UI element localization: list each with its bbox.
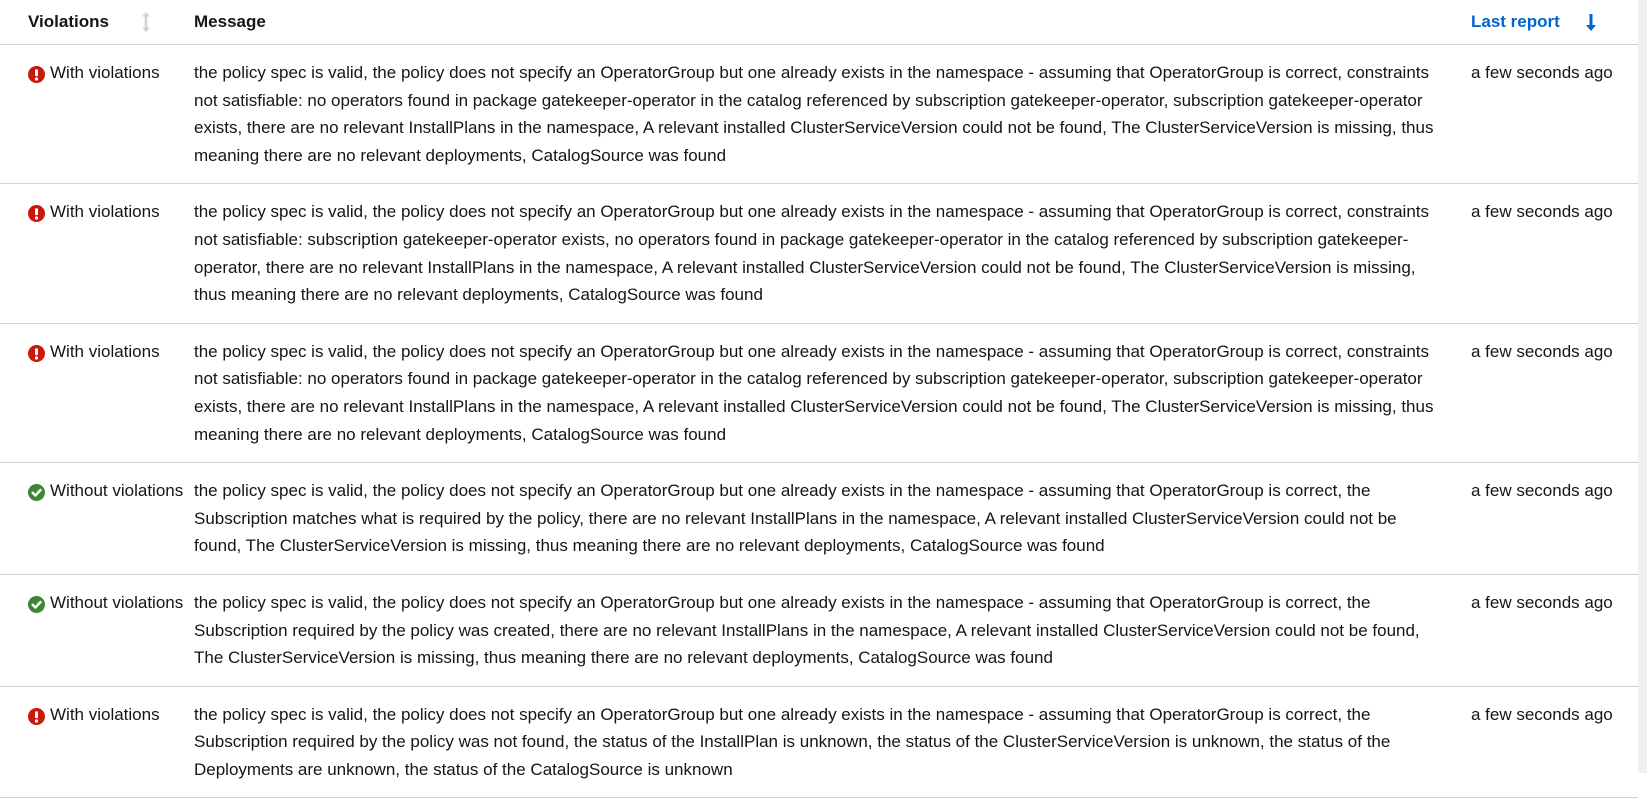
- last-report-cell: a few seconds ago: [1471, 574, 1638, 686]
- table-row: [0, 184, 1638, 323]
- violation-status: [28, 59, 194, 87]
- table-row: [0, 574, 1638, 686]
- violation-status-label: With violations: [50, 704, 160, 724]
- exclamation-circle-icon: [28, 706, 45, 723]
- exclamation-circle-icon: [28, 203, 45, 220]
- sort-descending-icon[interactable]: [1584, 11, 1598, 33]
- message-cell: the policy spec is valid, the policy does not specify an OperatorGroup but one already exists in the namespace - assuming that OperatorGroup is correct, constraints not satisfiable: subscription gatekeeper-operator exists, no operators found in package gatekeeper-operator in the catalog referenced by subscription gatekeeper-operator, there are no relevant InstallPlans in the namespace, A relevant installed ClusterServiceVersion could not be found, The ClusterServiceVersion is missing, thus meaning there are no relevant deployments, CatalogSource was found: [194, 184, 1471, 323]
- violation-status-cell: [0, 45, 194, 184]
- violation-status: [28, 338, 194, 366]
- violation-status-cell: [0, 463, 194, 575]
- exclamation-circle-icon: [28, 343, 45, 360]
- column-header-message: [194, 0, 1471, 45]
- last-report-cell: a few seconds ago: [1471, 45, 1638, 184]
- violation-status: [28, 198, 194, 226]
- check-circle-icon: [28, 594, 45, 611]
- violation-status: [28, 589, 194, 617]
- violation-status-label: Without violations: [50, 592, 184, 612]
- column-header-violations-label: Violations: [28, 12, 109, 31]
- message-cell: the policy spec is valid, the policy does not specify an OperatorGroup but one already exists in the namespace - assuming that OperatorGroup is correct, the Subscription required by the policy was created, there are no relevant InstallPlans in the namespace, A relevant installed ClusterServiceVersion could not be found, The ClusterServiceVersion is missing, thus meaning there are no relevant deployments, CatalogSource was found: [194, 574, 1471, 686]
- violation-status-cell: [0, 323, 194, 462]
- column-header-message-label: Message: [194, 12, 266, 31]
- column-header-violations[interactable]: [0, 0, 194, 45]
- column-header-last-report[interactable]: [1471, 0, 1638, 45]
- last-report-cell: a few seconds ago: [1471, 686, 1638, 798]
- violation-status-label: With violations: [50, 341, 160, 361]
- violation-status: [28, 477, 194, 505]
- violation-status-cell: [0, 686, 194, 798]
- violation-status-label: With violations: [50, 202, 160, 222]
- message-cell: the policy spec is valid, the policy does not specify an OperatorGroup but one already exists in the namespace - assuming that OperatorGroup is correct, constraints not satisfiable: no operators found in package gatekeeper-operator in the catalog referenced by subscription gatekeeper-operator, subscription gatekeeper-operator exists, there are no relevant InstallPlans in the namespace, A relevant installed ClusterServiceVersion could not be found, The ClusterServiceVersion is missing, thus meaning there are no relevant deployments, CatalogSource was found: [194, 323, 1471, 462]
- table-row: [0, 463, 1638, 575]
- column-header-last-report-label[interactable]: Last report: [1471, 12, 1560, 31]
- violation-status-label: Without violations: [50, 481, 184, 501]
- last-report-cell: a few seconds ago: [1471, 323, 1638, 462]
- last-report-cell: a few seconds ago: [1471, 184, 1638, 323]
- last-report-cell: a few seconds ago: [1471, 463, 1638, 575]
- message-cell: the policy spec is valid, the policy does not specify an OperatorGroup but one already exists in the namespace - assuming that OperatorGroup is correct, the Subscription matches what is required by the policy, there are no relevant InstallPlans in the namespace, A relevant installed ClusterServiceVersion could not be found, The ClusterServiceVersion is missing, thus meaning there are no relevant deployments, CatalogSource was found: [194, 463, 1471, 575]
- vertical-scrollbar[interactable]: [1638, 0, 1647, 773]
- exclamation-circle-icon: [28, 64, 45, 81]
- table-row: [0, 686, 1638, 798]
- message-cell: the policy spec is valid, the policy does not specify an OperatorGroup but one already exists in the namespace - assuming that OperatorGroup is correct, the Subscription required by the policy was not found, the status of the InstallPlan is unknown, the status of the ClusterServiceVersion is unknown, the status of the Deployments are unknown, the status of the CatalogSource is unknown: [194, 686, 1471, 798]
- violation-status: [28, 701, 194, 729]
- violation-status-label: With violations: [50, 63, 160, 82]
- sort-unsorted-icon[interactable]: [139, 11, 153, 33]
- violation-status-cell: [0, 574, 194, 686]
- violation-status-cell: [0, 184, 194, 323]
- table-header-row: [0, 0, 1638, 45]
- check-circle-icon: [28, 482, 45, 499]
- table-row: [0, 323, 1638, 462]
- table-row: [0, 45, 1638, 184]
- message-cell: the policy spec is valid, the policy does not specify an OperatorGroup but one already exists in the namespace - assuming that OperatorGroup is correct, constraints not satisfiable: no operators found in package gatekeeper-operator in the catalog referenced by subscription gatekeeper-operator, subscription gatekeeper-operator exists, there are no relevant InstallPlans in the namespace, A relevant installed ClusterServiceVersion could not be found, The ClusterServiceVersion is missing, thus meaning there are no relevant deployments, CatalogSource was found: [194, 45, 1471, 184]
